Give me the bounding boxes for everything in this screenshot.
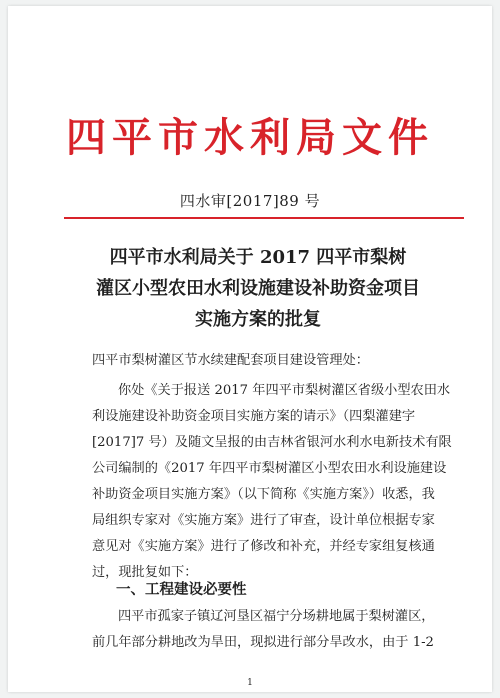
document-page <box>8 6 492 692</box>
header-red-rule <box>64 217 464 219</box>
document-title-line: 四平市水利局关于 2017 四平市梨树 <box>109 247 407 268</box>
document-header-title: 四平市水利局文件 <box>66 114 434 161</box>
paragraph-line: 你处《关于报送 2017 年四平市梨树灌区省级小型农田水 <box>118 383 451 398</box>
paragraph-line: [2017]7 号）及随文呈报的由吉林省银河水利水电新技术有限 <box>92 435 452 450</box>
body-paragraph <box>92 378 452 586</box>
paragraph-line: 过，现批复如下： <box>92 565 198 580</box>
document-title-line: 灌区小型农田水利设施建设补助资金项目 <box>96 278 420 299</box>
addressee: 四平市梨树灌区节水续建配套项目建设管理处： <box>92 353 369 368</box>
paragraph-line: 前几年部分耕地改为旱田，现拟进行部分旱改水，由于 1-2 <box>92 635 434 650</box>
section-heading: 一、工程建设必要性 <box>116 582 247 598</box>
document-title-line: 实施方案的批复 <box>195 309 321 330</box>
page-number: 1 <box>247 678 253 688</box>
section-paragraph <box>92 604 452 656</box>
paragraph-line: 补助资金项目实施方案》（以下简称《实施方案》）收悉，我 <box>92 487 435 502</box>
document-title <box>68 242 448 335</box>
paragraph-line: 公司编制的《2017 年四平市梨树灌区小型农田水利设施建设 <box>92 461 447 476</box>
paragraph-line: 利设施建设补助资金项目实施方案的请示》（四梨灌建字 <box>92 409 416 424</box>
paragraph-line: 四平市孤家子镇辽河垦区福宁分场耕地属于梨树灌区， <box>118 609 435 624</box>
paragraph-line: 局组织专家对《实施方案》进行了审查，设计单位根据专家 <box>92 513 435 528</box>
paragraph-line: 意见对《实施方案》进行了修改和补充，并经专家组复核通 <box>92 539 435 554</box>
document-number: 四水审[2017]89 号 <box>179 192 321 210</box>
